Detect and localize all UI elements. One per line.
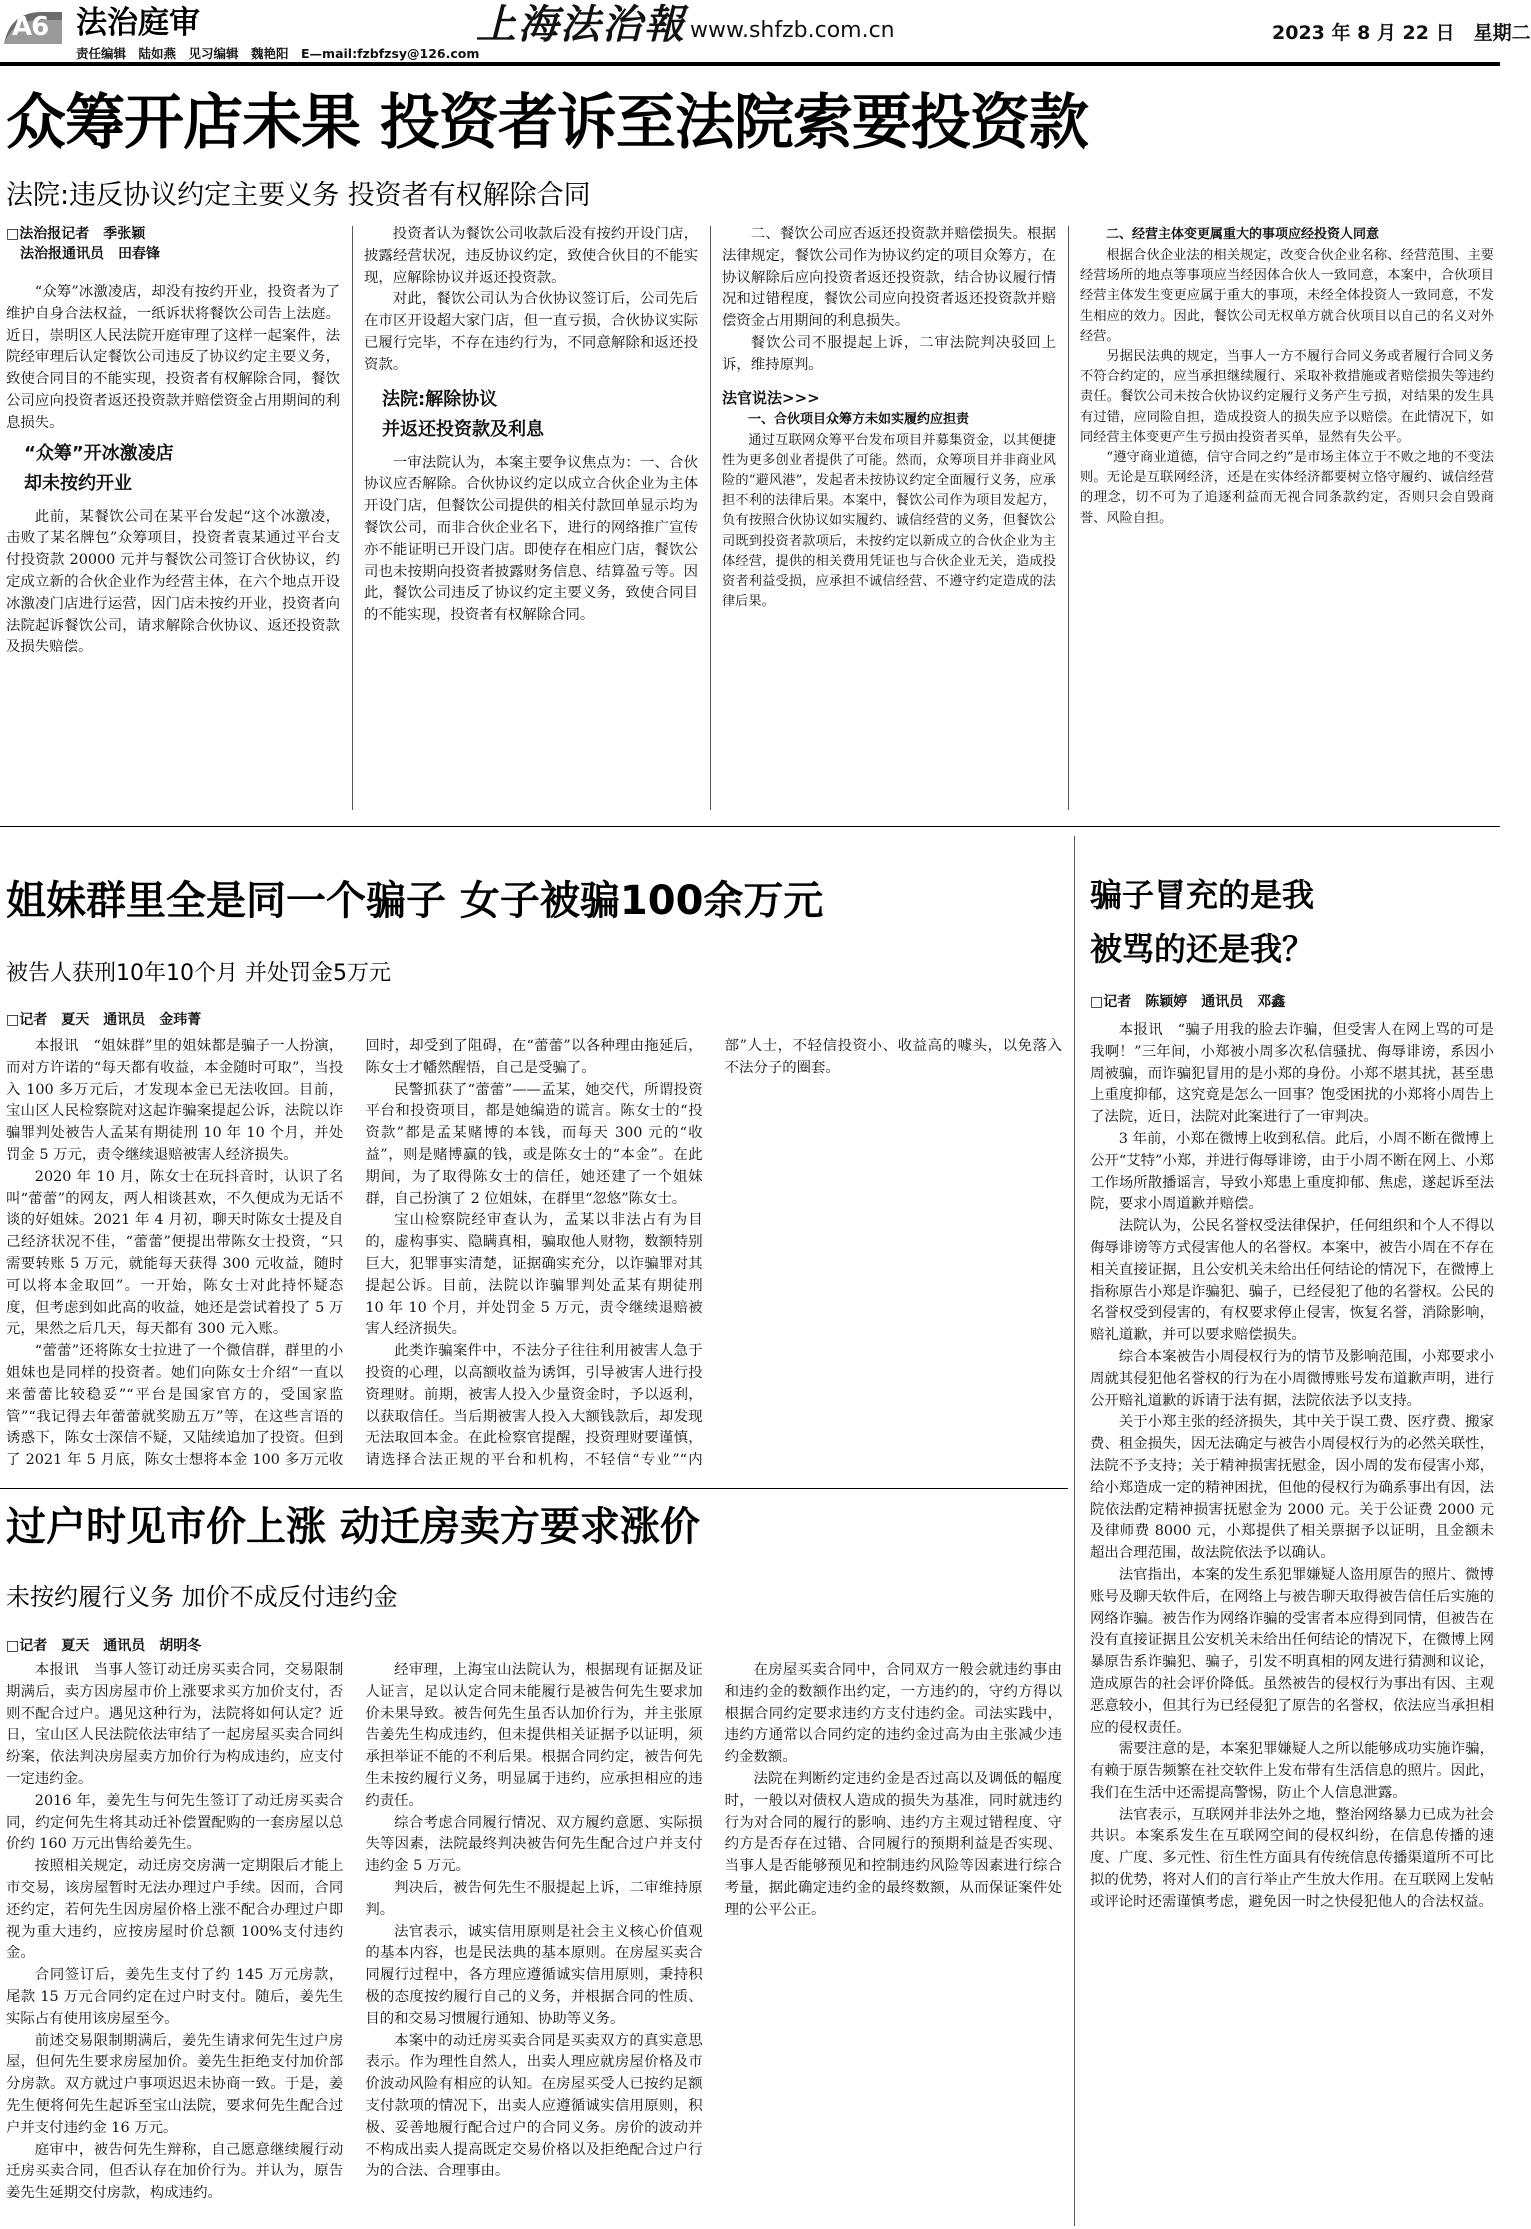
paragraph: 本案中的动迁房买卖合同是买卖双方的真实意思表示。作为理性自然人，出卖人理应就房屋价格及市价波动风险有相应的认知。在房屋买受人已按约足额支付款项的情况下，出卖人应遵循诚实信用原则，积极、妥善地履行配合过户的合同义务。房价的波动并不构成出卖人提高既定交易价格以及拒绝配合过户行为的合法、合理事由。 (365, 2032, 703, 2180)
paragraph: 本报讯 “骗子用我的脸去诈骗，但受害人在网上骂的可是我啊！”三年间，小郑被小周多次私信骚扰、侮辱诽谤，系因小周被骗，而诈骗犯冒用的是小郑的身份。小郑不堪其扰，甚至患上重度抑郁，这究竟是怎么一回事？饱受困扰的小郑将小周告上了法院，近日，法院对此案进行了一审判决。 (1090, 1022, 1494, 1126)
paragraph: 本报讯 当事人签订动迁房买卖合同，交易限制期满后，卖方因房屋市价上涨要求买方加价支付，否则不配合过户。遇见这种行为，法院将如何认定？近日，宝山区人民法院依法审结了一起房屋买卖合同纠纷案，依法判决房屋卖方加价行为构成违约，应支付一定违约金。 (6, 1662, 344, 1787)
story2-headline: 姐妹群里全是同一个骗子 女子被骗100余万元 (6, 878, 824, 924)
paragraph: “蕾蕾”还将陈女士拉进了一个微信群，群里的小姐妹也是同样的投资者。她们向陈女士介绍“一直以来蕾蕾比较稳妥”“平台是国家官方的，受国家监管”“我记得去年蕾蕾就奖励五万”等，在这些言语的诱惑下，陈女士深信不疑，又陆续追加了投资。但到了 2021 年 5 月底，陈女士想将本金 100 多万元收回时，却受到了阻碍，在“蕾蕾”以各种理由拖延后，陈女士才幡然醒悟，自己是受骗了。 (6, 1038, 703, 1469)
paragraph: 3 年前，小郑在微博上收到私信。此后，小周不断在微博上公开“艾特”小郑，并进行侮辱诽谤，由于小周不断在网上、小郑工作场所散播谣言，导致小郑患上重度抑郁、焦虑，遂起诉至法院，要求小周道歉并赔偿。 (1090, 1130, 1494, 1213)
judge-comment-point-2: 二、经营主体变更属重大的事项应经投资人同意 (1106, 227, 1380, 242)
page-number-badge (2, 8, 64, 46)
paragraph: 2020 年 10 月，陈女士在玩抖音时，认识了名叫“蕾蕾”的网友，两人相谈甚欢，不久便成为无话不谈的好姐妹。2021 年 4 月初，聊天时陈女士提及自己经济状况不佳，“蕾蕾”便提出带陈女士投资，“只需要转账 5 万元，就能每天获得 300 元收益，随时可以将本金取回”。一开始，陈女士对此持怀疑态度，但考虑到如此高的收益，她还是尝试着投了 5 万元，果然之后几天，每天都有 300 元入账。 (6, 1168, 344, 1338)
section-divider (0, 826, 1500, 827)
issue-date: 2023 年 8 月 22 日 星期二 (1272, 22, 1531, 44)
paragraph: 对此，餐饮公司认为合伙协议签订后，公司先后在市区开设超大家门店，但一直亏损，合伙协议实际已履行完毕，不存在违约行为，不同意解除和返还投资款。 (364, 291, 698, 373)
story2-subheadline: 被告人获刑10年10个月 并处罚金5万元 (6, 961, 391, 986)
column-divider (1074, 836, 1075, 2226)
story3-text (1090, 1020, 1494, 2226)
story1-subhead-1b: 却未按约开业 (24, 472, 132, 494)
paragraph: 本报讯 “姐妹群”里的姐妹都是骗子一人扮演，而对方许诺的“每天都有收益，本金随时可取”，当投入 100 多万元后，才发现本金已无法收回。目前，宝山区人民检察院对这起诈骗案提起公诉，法院以诈骗罪判处被告人孟某有期徒刑 10 年 10 个月，并处罚金 5 万元，责令继续退赔被害人经济损失。 (6, 1038, 344, 1163)
paragraph: 民警抓获了“蕾蕾”——孟某，她交代，所谓投资平台和投资项目，都是她编造的谎言。陈女士的“投资款”都是孟某赌博的本钱，而每天 300 元的“收益”，则是赌博赢的钱，或是陈女士的“本金”。在此期间，为了取得陈女士的信任，她还建了一个姐妹群，自己扮演了 2 位姐妹，在群里“忽悠”陈女士。 (365, 1081, 703, 1207)
paragraph: 按照相关规定，动迁房交房满一定期限后才能上市交易，该房屋暂时无法办理过户手续。因而，合同还约定，若何先生因房屋价格上涨不配合办理过户即视为重大违约，应按房屋时价总额 100%支付违约金。 (6, 1858, 344, 1962)
judge-comment-heading: 法官说法>>> (722, 388, 820, 407)
paragraph: 综合本案被告小周侵权行为的情节及影响范围，小郑要求小周就其侵犯他名誉权的行为在小周微博账号发布道歉声明，进行公开赔礼道歉的诉请于法有据，法院依法予以支持。 (1090, 1348, 1494, 1409)
paragraph: 需要注意的是，本案犯罪嫌疑人之所以能够成功实施诈骗，有赖于原告频繁在社交软件上发布带有生活信息的照片。因此，我们在生活中还需提高警惕，防止个人信息泄露。 (1090, 1741, 1494, 1801)
section-title: 法治庭审 (76, 5, 200, 41)
page-number: A6 (12, 12, 49, 42)
paragraph: 投资者认为餐饮公司收款后没有按约开设门店，披露经营状况，违反协议约定，致使合伙目的不能实现，应解除协议并返还投资款。 (364, 226, 698, 286)
paragraph: 根据合伙企业法的相关规定，改变合伙企业名称、经营范围、主要经营场所的地点等事项应当经因体合伙人一致同意，本案中，合伙项目经营主体发生变更应属于重大的事项，未经全体投资人一致同意，不发生相应的效力。因此，餐饮公司无权单方就合伙项目以自己的名义对外经营。 (1080, 248, 1494, 344)
story4-subheadline: 未按约履行义务 加价不成反付违约金 (6, 1583, 398, 1611)
paragraph: 关于小郑主张的经济损失，其中关于误工费、医疗费、搬家费、租金损失，因无法确定与被告小周侵权行为的必然关联性，法院不予支持；关于精神损害抚慰金，因小周的发布侵害小郑，给小郑造成一定的精神困扰，但他的侵权行为确系事出有因，法院依法酌定精神损害抚慰金为 2000 元。关于公证费 2000 元及律师费 8000 元，小郑提供了相关票据予以证明，且金额未超出合理范围，故法院依法予以确认。 (1090, 1414, 1494, 1562)
website-url: www.shfzb.com.cn (690, 18, 895, 43)
paragraph: 另据民法典的规定，当事人一方不履行合同义务或者履行合同义务不符合约定的，应当承担继续履行、采取补救措施或者赔偿损失等违约责任。餐饮公司未按合伙协议约定履行义务产生亏损，对结果的发生具有过错，应同险自担，造成投资人的损失应予以赔偿。在此情况下，如同经营主体变更产生亏损由投资者买单，显然有失公平。 (1080, 349, 1494, 445)
story1-col3 (722, 224, 1056, 816)
paragraph: “众筹”冰激凌店，却没有按约开业，投资者为了维护自身合法权益，一纸诉状将餐饮公司告上法庭。近日，崇明区人民法院开庭审理了这样一起案件，法院经审理后认定餐饮公司违反了协议约定主要义务，致使合同目的不能实现，投资者有权解除合同，餐饮公司应向投资者返还投资款并赔偿资金占用期间的利息损失。 (6, 284, 340, 431)
masthead-rule (0, 62, 1500, 66)
paragraph: 2016 年，姜先生与何先生签订了动迁房买卖合同，约定何先生将其动迁补偿置配购的一套房屋以总价约 160 万元出售给姜先生。 (6, 1792, 344, 1853)
story1-subhead-2b: 并返还投资款及利息 (382, 418, 544, 440)
story2-text (6, 1036, 1062, 1480)
story3-byline: □记者 陈颖婷 通讯员 邓鑫 (1090, 994, 1286, 1010)
column-divider (352, 226, 353, 810)
story4-text (6, 1660, 1062, 2226)
editors-line: 责任编辑 陆如燕 见习编辑 魏艳阳 E—mail:fzbfzsy@126.com (76, 46, 480, 61)
story1-col4 (1080, 224, 1494, 816)
story4-headline: 过户时见市价上涨 动迁房卖方要求涨价 (6, 1504, 700, 1550)
story1-subhead-1a: “众筹”开冰激凌店 (24, 442, 174, 464)
section-divider (0, 1488, 1068, 1489)
story4-byline: □记者 夏天 通讯员 胡明冬 (6, 1638, 202, 1654)
paragraph: 在房屋买卖合同中，合同双方一般会就违约事由和违约金的数额作出约定，一方违约的，守约方得以根据合同约定要求违约方支付违约金。司法实践中，违约方通常以合同约定的违约金过高为由主张减少违约金数额。 (724, 1662, 1062, 1766)
story1-subhead-2a: 法院:解除协议 (382, 388, 498, 410)
paragraph: 法官表示，互联网并非法外之地，整治网络暴力已成为社会共识。本案系发生在互联网空间的侵权纠纷，在信息传播的速度、广度、多元性、衍生性方面具有传统信息传播渠道所不可比拟的优势，将对人们的言行举止产生放大作用。在互联网上发帖或评论时还需谨慎考虑，避免因一时之快侵犯他人的合法权益。 (1090, 1806, 1494, 1910)
paragraph: 餐饮公司不服提起上诉，二审法院判决驳回上诉，维持原判。 (722, 334, 1056, 373)
story3-headline-line1: 骗子冒充的是我 (1090, 876, 1315, 914)
story1-col1 (6, 224, 340, 816)
paragraph: 经审理，上海宝山法院认为，根据现有证据及证人证言，足以认定合同未能履行是被告何先生要求加价未果导致。被告何先生虽否认加价行为，并主张原告姜先生构成违约，但未提供相关证据予以证明，须承担举证不能的不利后果。根据合同约定，被告何先生未按约履行义务，明显属于违约，应承担相应的违约责任。 (365, 1662, 703, 1809)
paragraph: 一审法院认为，本案主要争议焦点为：一、合伙协议应否解除。合伙协议约定以成立合伙企业为主体开设门店，但餐饮公司提供的相关付款回单显示均为餐饮公司，而非合伙企业名下，进行的网络推广宣传亦不能证明已开设门店。即使存在相应门店，餐饮公司也未按期向投资者披露财务信息、结算盈亏等。因此，餐饮公司违反了协议约定主要义务，致使合同目的不能实现，投资者有权解除合同。 (364, 454, 698, 624)
paragraph: 法院认为，公民名誉权受法律保护，任何组织和个人不得以侮辱诽谤等方式侵害他人的名誉权。本案中，被告小周在不存在相关直接证据，且公安机关未给出任何结论的情况下，在微博上指称原告小郑是诈骗犯、骗子，已经侵犯了他的名誉权。公民的名誉权受到侵害的，有权要求停止侵害，恢复名誉，消除影响，赔礼道歉，并可以要求赔偿损失。 (1090, 1218, 1494, 1344)
paragraph: 判决后，被告何先生不服提起上诉，二审维持原判。 (365, 1879, 703, 1918)
judge-comment-text-1 (722, 431, 1056, 613)
paragraph: “遵守商业道德，信守合同之约”是市场主体立于不败之地的不变法则。无论是互联网经济，还是在实体经济都要树立恪守履约、诚信经营的理念，切不可为了追逐利益而无视合同条款约定，否则只会自毁商誉、风险自担。 (1080, 450, 1494, 526)
newspaper-logo: 上海法治報 (476, 1, 686, 48)
paragraph: 此前，某餐饮公司在某平台发起“这个冰激凌，击败了某名牌包”众筹项目，投资者袁某通过平台支付投资款 20000 元并与餐饮公司签订合伙协议，约定成立新的合伙企业作为经营主体，在六个地点开设冰激凌门店进行运营，因门店未按约开业，投资者向法院起诉餐饮公司，请求解除合伙协议、返还投资款及损失赔偿。 (6, 508, 340, 656)
paragraph: 宝山检察院经审查认为，孟某以非法占有为目的，虚构事实、隐瞒真相，骗取他人财物，数额特别巨大，犯罪事实清楚，证据确实充分，以诈骗罪对其提起公诉。目前，法院以诈骗罪判处孟某有期徒刑 10 年 10 个月，并处罚金 5 万元，责令继续退赔被害人经济损失。 (365, 1212, 703, 1338)
paragraph: 综合考虑合同履行情况、双方履约意愿、实际损失等因素，法院最终判决被告何先生配合过户并支付违约金 5 万元。 (365, 1814, 703, 1875)
paragraph: 通过互联网众筹平台发布项目并募集资金，以其便捷性为更多创业者提供了可能。然而，众筹项目并非商业风险的“避风港”，发起者未按协议约定全面履行义务，应承担不利的法律后果。本案中，餐饮公司作为项目发起方，负有按照合伙协议如实履约、诚信经营的义务，但餐饮公司既到投资者款项后，未按约定以新成立的合伙企业为主体经营，提供的相关费用凭证也与合伙企业无关，造成投资者利益受损，应承担不诚信经营、不遵守约定造成的法律后果。 (722, 432, 1056, 610)
paragraph: 二、餐饮公司应否返还投资款并赔偿损失。根据法律规定，餐饮公司作为协议约定的项目众筹方，在协议解除后应向投资者返还投资款，结合协议履行情况和过错程度，餐饮公司应向投资者返还投资款并赔偿资金占用期间的利息损失。 (722, 226, 1056, 330)
paragraph: 此类诈骗案件中，不法分子往往利用被害人急于投资的心理，以高额收益为诱饵，引导被害人进行投资理财。前期，被害人投入少量资金时，予以返利，以获取信任。当后期被害人投入大额钱款后，却发现无法取回本金。在此检察官提醒，投资理财要谨慎，请选择合法正规的平台和机构，不轻信“专业”“内部”人士，不轻信投资小、收益高的噱头，以免落入不法分子的圈套。 (365, 1038, 1062, 1469)
story2-byline: □记者 夏天 通讯员 金玮菁 (6, 1012, 202, 1028)
story1-subheadline: 法院:违反协议约定主要义务 投资者有权解除合同 (6, 180, 591, 211)
column-divider (1068, 226, 1069, 810)
story1-byline: □法治报记者 季张颖 (6, 226, 146, 242)
story3-headline-line2: 被骂的还是我？ (1090, 930, 1315, 968)
judge-comment-point-1: 一、合伙项目众筹方未如实履约应担责 (748, 411, 970, 427)
paragraph: 法官表示，诚实信用原则是社会主义核心价值观的基本内容，也是民法典的基本原则。在房屋买卖合同履行过程中，各方理应遵循诚实信用原则，秉持积极的态度按约履行自己的义务，并根据合同的性质、目的和交易习惯履行通知、协助等义务。 (365, 1923, 703, 2027)
paragraph: 前述交易限制期满后，姜先生请求何先生过户房屋，但何先生要求房屋加价。姜先生拒绝支付加价部分房款。双方就过户事项迟迟未协商一致。于是，姜先生便将何先生起诉至宝山法院，要求何先生配合过户并支付违约金 16 万元。 (6, 2032, 344, 2136)
paragraph: 合同签订后，姜先生支付了约 145 万元房款，尾款 15 万元合同约定在过户时支付。随后，姜先生实际占有使用该房屋至今。 (6, 1967, 344, 2027)
story1-col2 (364, 224, 698, 816)
paragraph: 庭审中，被告何先生辩称，自己愿意继续履行动迁房买卖合同，但否认存在加价行为。并认为，原告姜先生延期交付房款，构成违约。 (6, 2141, 344, 2202)
paragraph: 法院在判断约定违约金是否过高以及调低的幅度时，一般以对债权人造成的损失为基准，同时就违约行为对合同的履行的影响、违约方主观过错程度、守约方是否存在过错、合同履行的预期利益是否实现、当事人是否能够预见和控制违约风险等因素进行综合考量，据此确定违约金的最终数额，从而保证案件处理的公平公正。 (724, 1770, 1062, 1918)
story1-byline-2: 法治报通讯员 田春锋 (6, 246, 160, 262)
paragraph: 法官指出，本案的发生系犯罪嫌疑人盗用原告的照片、微博账号及聊天软件后，在网络上与被告聊天取得被告信任后实施的网络诈骗。被告作为网络诈骗的受害者本应得到同情，但被告在没有直接证据且公安机关未给出任何结论的情况下，在微博上网暴原告系诈骗犯、骗子，引发不明真相的网友进行猜测和议论，造成原告的社会评价降低。虽然被告的侵权行为事出有因、主观恶意较小，但其行为已经侵犯了原告的名誉权，依法应当承担相应的侵权责任。 (1090, 1566, 1494, 1736)
column-divider (710, 226, 711, 810)
story1-headline: 众筹开店未果 投资者诉至法院索要投资款 (6, 88, 1088, 158)
